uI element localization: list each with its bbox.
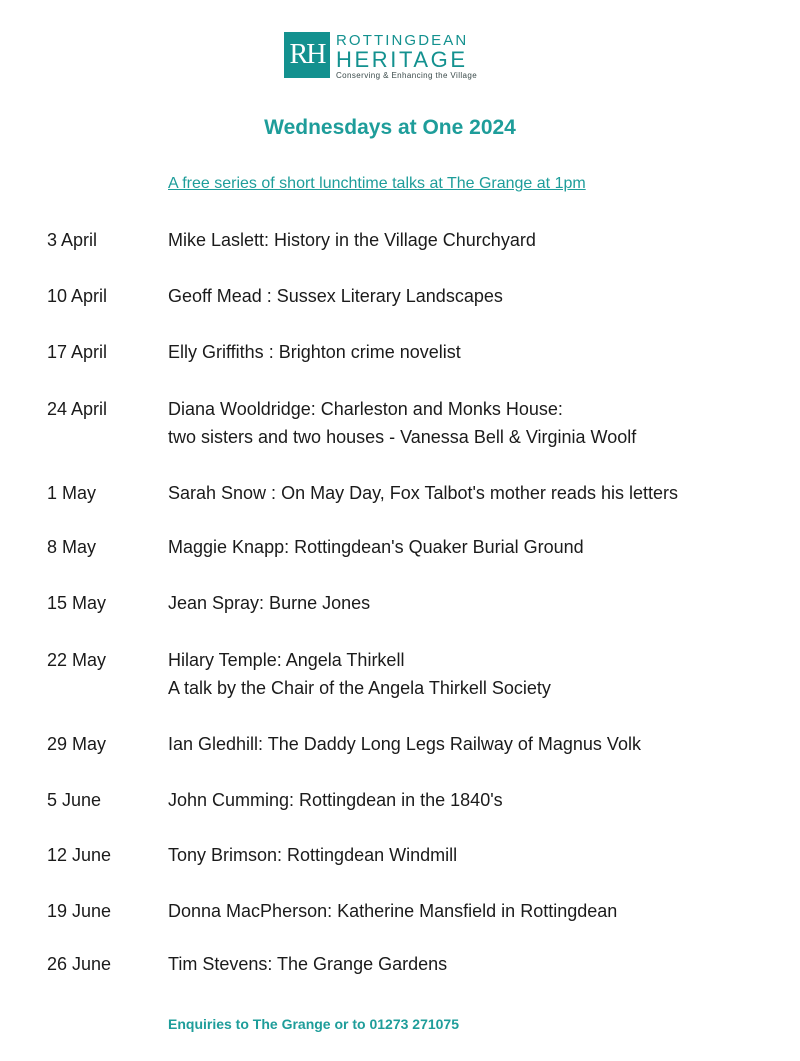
event-description-line: Elly Griffiths : Brighton crime novelist xyxy=(168,342,461,362)
event-date: 24 April xyxy=(47,399,108,419)
logo-wordmark xyxy=(336,32,477,81)
event-description xyxy=(168,589,370,617)
event-date: 29 May xyxy=(47,734,107,754)
event-description-line: Geoff Mead : Sussex Literary Landscapes xyxy=(168,286,503,306)
event-description-line: John Cumming: Rottingdean in the 1840's xyxy=(168,790,503,810)
event-description-line: Tony Brimson: Rottingdean Windmill xyxy=(168,845,458,865)
event-description-line: Jean Spray: Burne Jones xyxy=(168,593,371,613)
event-description xyxy=(168,841,457,869)
rottingdean-heritage-logo xyxy=(284,32,477,81)
logo-tagline: Conserving & Enhancing the Village xyxy=(336,71,478,80)
event-description xyxy=(168,533,584,561)
event-description-line: Donna MacPherson: Katherine Mansfield in Rottingdean xyxy=(168,901,618,921)
event-description-line: Tim Stevens: The Grange Gardens xyxy=(168,954,448,974)
event-description xyxy=(168,897,617,925)
enquiries-footer: Enquiries to The Grange or to 01273 271075 xyxy=(168,1016,459,1032)
event-date: 17 April xyxy=(47,342,108,362)
event-description-line: Diana Wooldridge: Charleston and Monks House: xyxy=(168,399,563,419)
event-description xyxy=(168,730,641,758)
event-date: 15 May xyxy=(47,593,107,613)
event-date: 12 June xyxy=(47,845,112,865)
event-description-line: Hilary Temple: Angela Thirkell xyxy=(168,650,405,670)
event-date: 1 May xyxy=(47,483,97,503)
series-subtitle: A free series of short lunchtime talks at The Grange at 1pm xyxy=(168,175,586,192)
event-description-line: two sisters and two houses - Vanessa Bell & Virginia Woolf xyxy=(168,427,637,447)
event-date: 26 June xyxy=(47,954,112,974)
event-description xyxy=(168,338,461,366)
event-date: 8 May xyxy=(47,537,97,557)
event-description xyxy=(168,646,551,702)
event-date: 3 April xyxy=(47,230,98,250)
event-description xyxy=(168,950,447,978)
logo-line-heritage: HERITAGE xyxy=(336,47,468,72)
event-description-line: A talk by the Chair of the Angela Thirkell Society xyxy=(168,678,551,698)
event-description xyxy=(168,282,503,310)
event-date: 19 June xyxy=(47,901,112,921)
event-description-line: Mike Laslett: History in the Village Churchyard xyxy=(168,230,536,250)
event-date: 10 April xyxy=(47,286,108,306)
page-title: Wednesdays at One 2024 xyxy=(264,116,516,139)
event-date: 5 June xyxy=(47,790,102,810)
logo-mark: RH xyxy=(284,32,330,78)
event-description-line: Ian Gledhill: The Daddy Long Legs Railway of Magnus Volk xyxy=(168,734,641,754)
event-description-line: Maggie Knapp: Rottingdean's Quaker Burial Ground xyxy=(168,537,584,557)
event-description xyxy=(168,395,636,451)
event-description xyxy=(168,786,503,814)
event-description-line: Sarah Snow : On May Day, Fox Talbot's mother reads his letters xyxy=(168,483,678,503)
event-description xyxy=(168,479,678,507)
event-description xyxy=(168,226,536,254)
event-date: 22 May xyxy=(47,650,107,670)
logo-line-rottingdean: ROTTINGDEAN xyxy=(336,32,469,49)
